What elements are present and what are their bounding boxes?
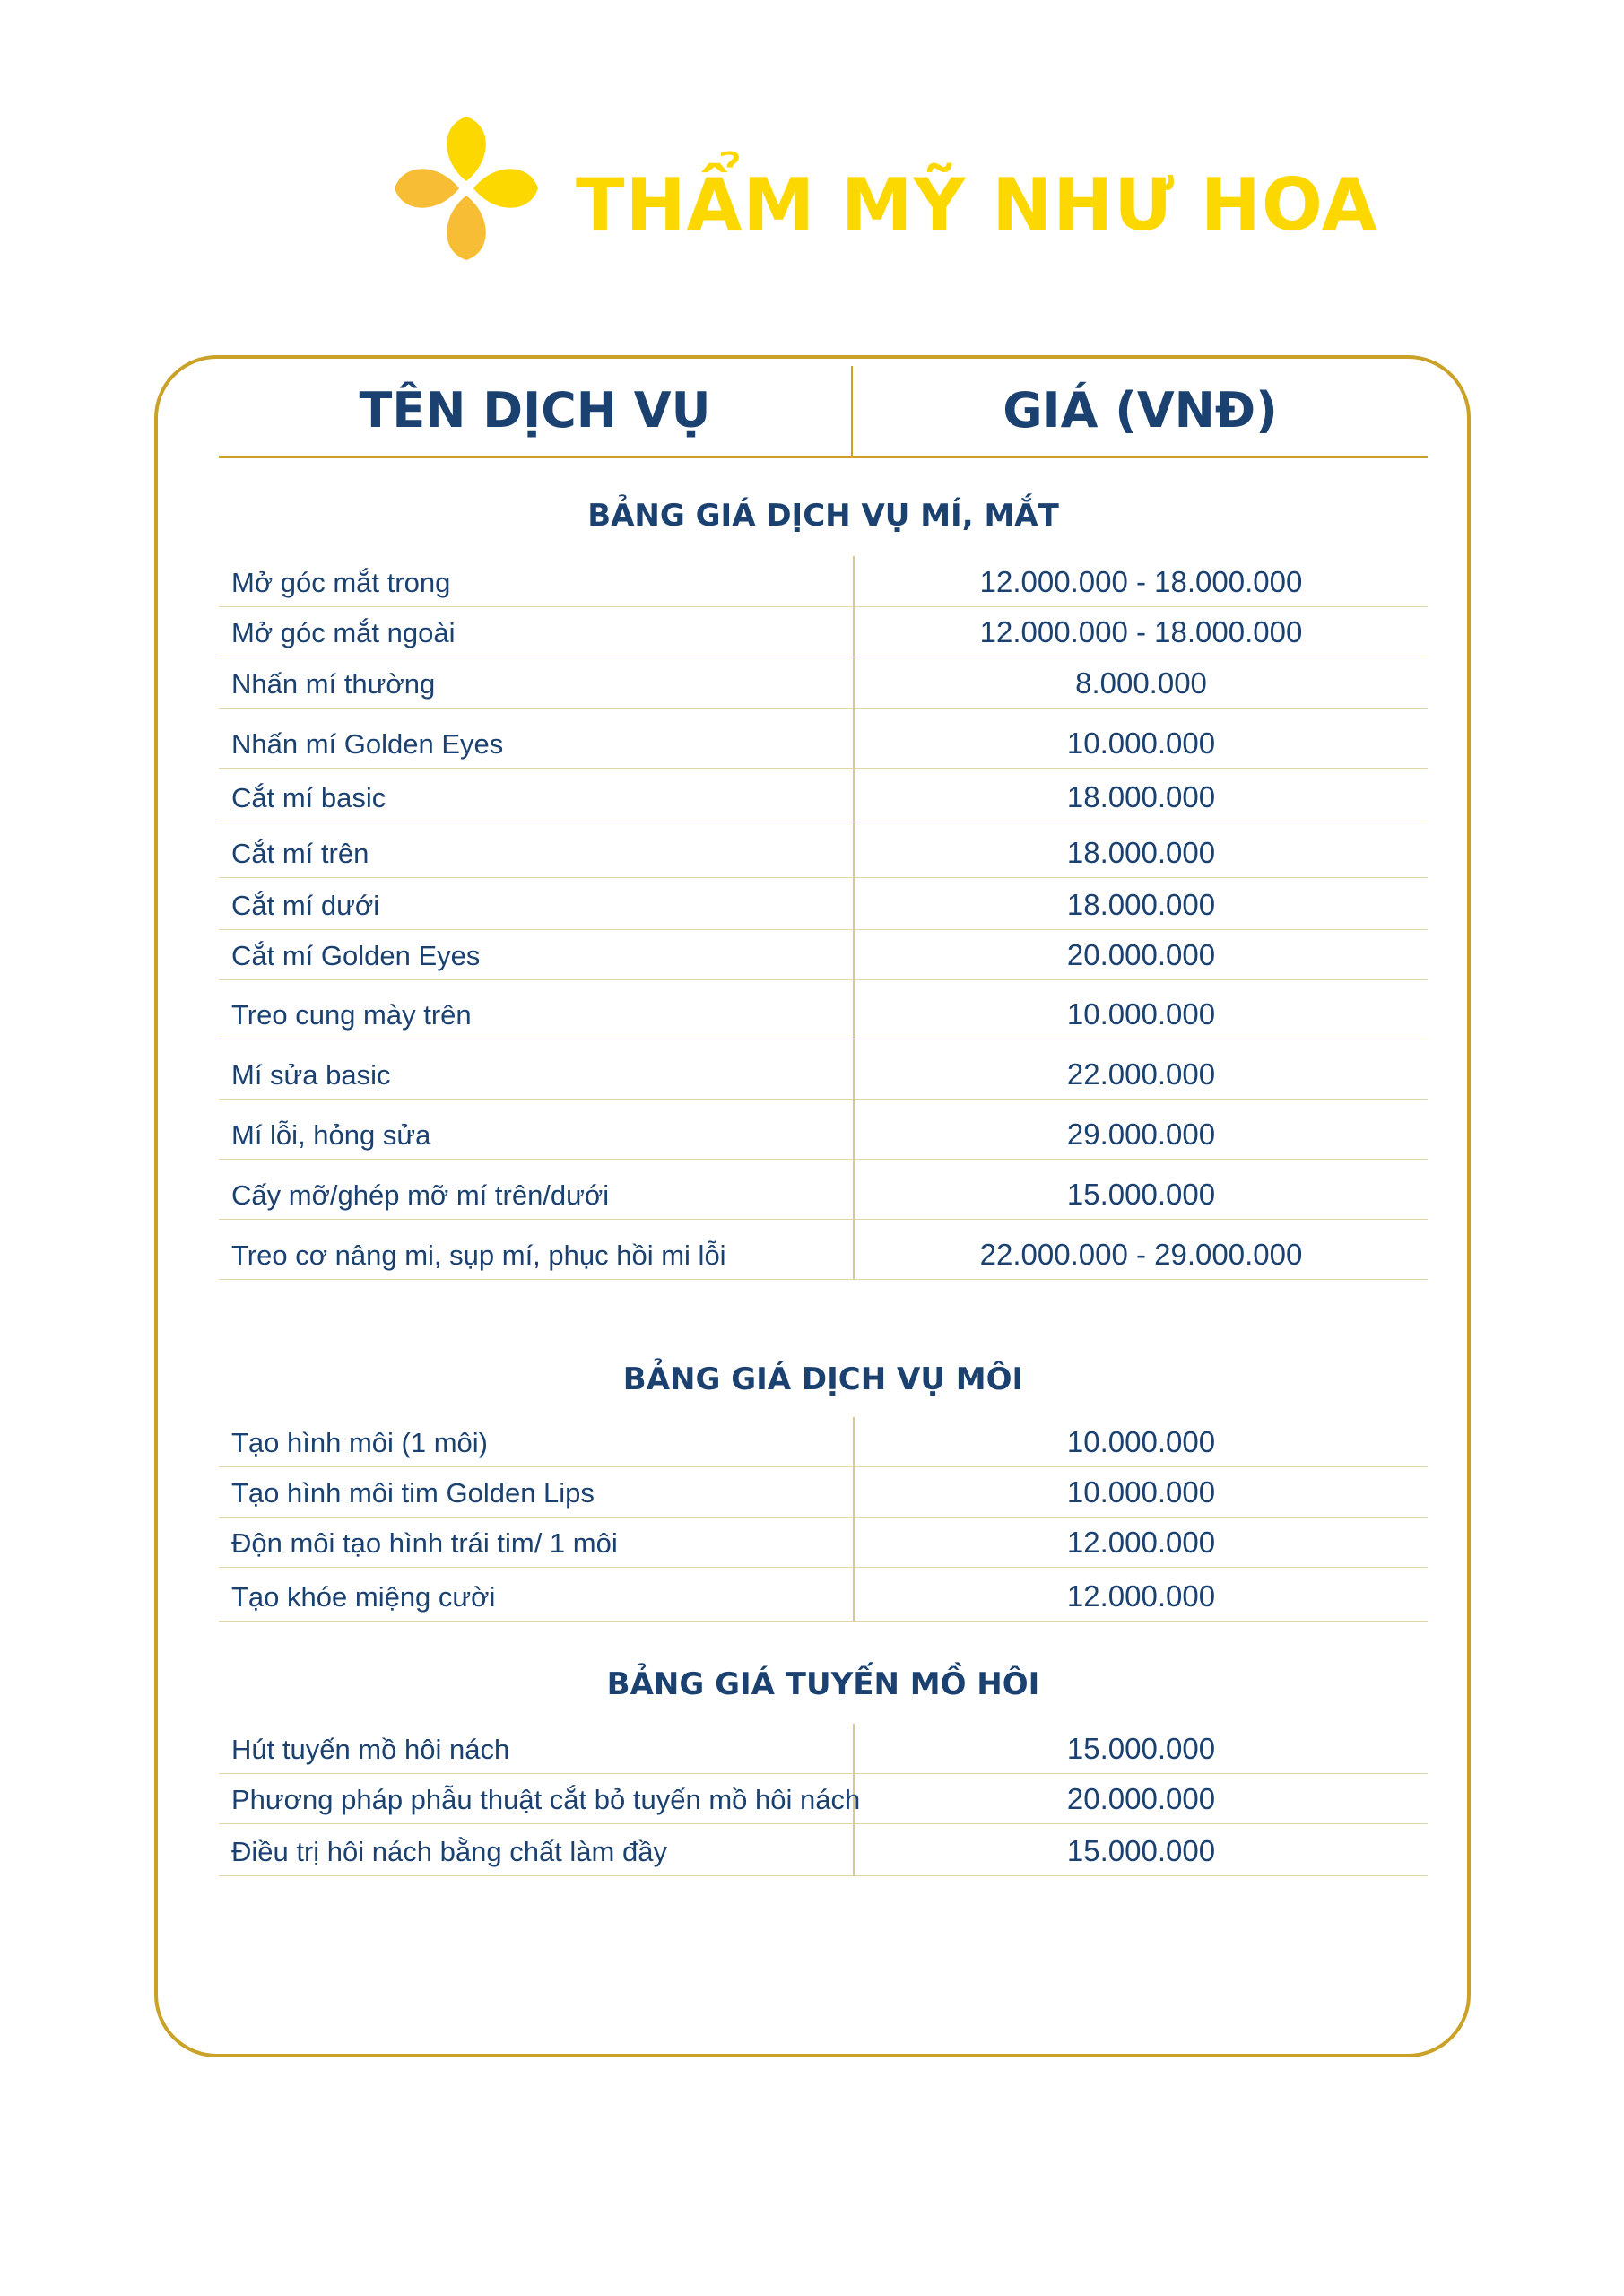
service-name: Cắt mí Golden Eyes [231,940,481,971]
service-column-header: TÊN DỊCH VỤ [359,382,711,439]
service-name: Cắt mí basic [231,781,386,813]
eyes-price-list [219,556,1428,1280]
service-name: Cắt mí trên [231,837,369,869]
table-row [219,1417,1428,1467]
service-name: Tạo khóe miệng cười [231,1581,496,1613]
table-row [219,1824,1428,1876]
service-price: 10.000.000 [1066,997,1216,1031]
service-name: Phương pháp phẫu thuật cắt bỏ tuyến mồ hôi nách [231,1784,861,1815]
price-column-header: GIÁ (VNĐ) [1003,382,1278,439]
sweat-glands-price-list [219,1724,1428,1876]
service-price: 22.000.000 - 29.000.000 [979,1238,1303,1271]
service-price: 20.000.000 [1066,1782,1216,1815]
service-name: Nhấn mí thường [231,667,436,700]
section-title-sweat-glands: BẢNG GIÁ TUYẾN MỒ HÔI [606,1666,1040,1702]
table-row [219,1160,1428,1220]
service-name: Mí lỗi, hỏng sửa [231,1119,431,1151]
table-header [219,366,1428,458]
section-title-eyes: BẢNG GIÁ DỊCH VỤ MÍ, MẮT [587,498,1059,534]
table-row [219,607,1428,658]
table-row [219,1039,1428,1100]
service-price: 22.000.000 [1066,1057,1216,1091]
petal-flower-icon [377,99,556,278]
service-name: Tạo hình môi tim Golden Lips [231,1477,595,1509]
service-name: Điều trị hôi nách bằng chất làm đầy [231,1836,667,1867]
table-row [219,878,1428,930]
brand-name: THẨM MỸ NHƯ HOA [576,163,1378,247]
table-row [219,1568,1428,1622]
service-name: Cấy mỡ/ghép mỡ mí trên/dưới [231,1179,610,1211]
table-row [219,1724,1428,1774]
service-name: Tạo hình môi (1 môi) [231,1427,488,1458]
service-price: 15.000.000 [1066,1178,1216,1211]
service-price: 12.000.000 - 18.000.000 [979,564,1303,598]
service-price: 12.000.000 [1066,1526,1216,1559]
table-row [219,1220,1428,1280]
service-name: Treo cơ nâng mi, sụp mí, phục hồi mi lỗi [231,1239,726,1271]
table-row [219,1467,1428,1518]
service-price: 18.000.000 [1066,779,1216,813]
service-price: 20.000.000 [1066,938,1216,971]
service-price: 15.000.000 [1066,1834,1216,1867]
service-price: 12.000.000 [1066,1579,1216,1613]
service-price: 12.000.000 - 18.000.000 [979,615,1303,648]
section-title-lips: BẢNG GIÁ DỊCH VỤ MÔI [622,1361,1024,1397]
service-price: 10.000.000 [1066,1425,1216,1458]
service-price: 18.000.000 [1066,887,1216,921]
brand-logo [377,99,1378,278]
table-row [219,769,1428,822]
lips-price-list [219,1417,1428,1622]
service-name: Cắt mí dưới [231,889,380,921]
service-price: 18.000.000 [1066,835,1216,869]
service-name: Độn môi tạo hình trái tim/ 1 môi [231,1527,618,1559]
service-name: Mở góc mắt ngoài [231,617,456,648]
service-name: Mở góc mắt trong [231,566,451,598]
table-row [219,980,1428,1039]
service-name: Mí sửa basic [231,1059,391,1091]
service-name: Hút tuyến mồ hôi nách [231,1734,510,1765]
table-row [219,822,1428,878]
service-price: 29.000.000 [1066,1118,1216,1151]
service-name: Nhấn mí Golden Eyes [231,727,504,760]
service-price: 10.000.000 [1066,1475,1216,1509]
table-row [219,556,1428,607]
service-name: Treo cung mày trên [231,999,472,1031]
service-price: 8.000.000 [1075,665,1207,700]
table-row [219,1100,1428,1160]
service-price: 15.000.000 [1066,1732,1216,1765]
table-row [219,1518,1428,1568]
service-price: 10.000.000 [1066,726,1216,760]
table-row [219,657,1428,709]
table-row [219,709,1428,769]
table-row [219,1774,1428,1824]
table-row [219,930,1428,981]
